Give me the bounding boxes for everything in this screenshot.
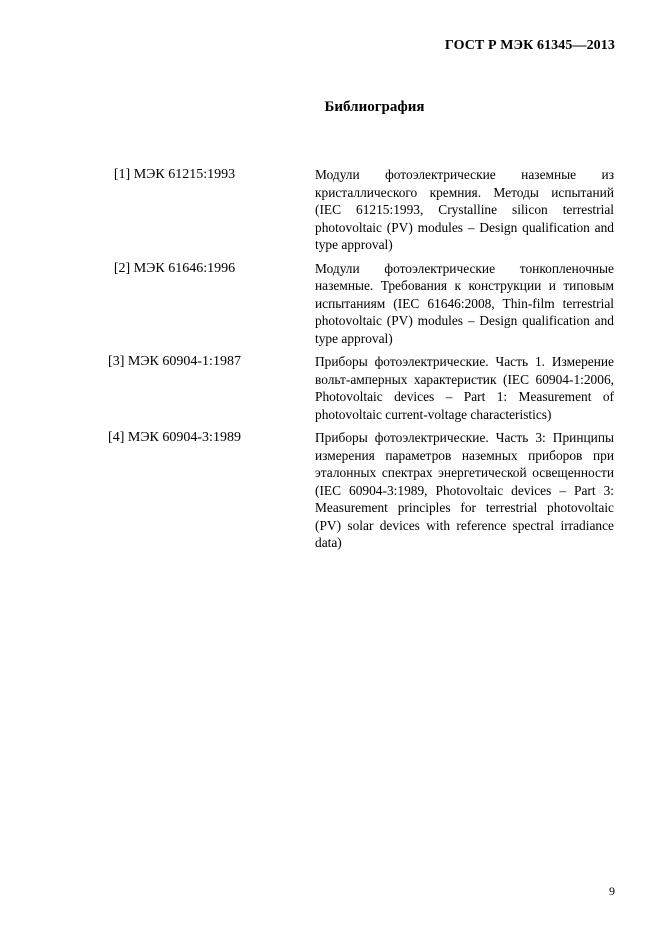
page-number: 9 [609,884,615,898]
bibliography-ref: [1] МЭК 61215:1993 [113,167,236,182]
bibliography-description: Модули фотоэлектрические тонкопленочные наземные. Требования к конструкции и типовым испытаниям (IEC 61646:2008, Thin-film terrestrial photovoltaic (PV) modules – Design qualification and type approval) [315,260,614,346]
bibliography-ref: [3] МЭК 60904-1:1987 [108,354,241,369]
bibliography-entry-2 [0,260,661,348]
bibliography-entry-4 [0,429,661,552]
bibliography-ref: [2] МЭК 61646:1996 [113,260,236,276]
page-title: Библиография [324,99,425,115]
bibliography-entry-1 [0,166,661,254]
bibliography-description: Модули фотоэлектрические наземные из кристаллического кремния. Методы испытаний (IEC 61215:1993, Crystalline silicon terrestrial photovoltaic (PV) modules – Design qualification and type approval) [315,167,614,252]
bibliography-list [0,166,661,558]
bibliography-description: Приборы фотоэлектрические. Часть 1. Измерение вольт-амперных характеристик (IEC 60904-1:2006, Photovoltaic devices – Part 1: Measurement of photovoltaic current-voltage characteristics) [315,354,614,422]
document-header-code: ГОСТ Р МЭК 61345—2013 [444,38,615,53]
bibliography-entry-3 [0,353,661,423]
bibliography-ref: [4] МЭК 60904-3:1989 [108,430,241,445]
bibliography-description: Приборы фотоэлектрические. Часть 3: Принципы измерения параметров наземных приборов при эталонных спектрах энергетической освещенности (IEC 60904-3:1989, Photovoltaic devices – Part 3: Measurement principles for terrestrial photovoltaic (PV) solar devices with reference spectral irradiance data) [315,430,614,550]
